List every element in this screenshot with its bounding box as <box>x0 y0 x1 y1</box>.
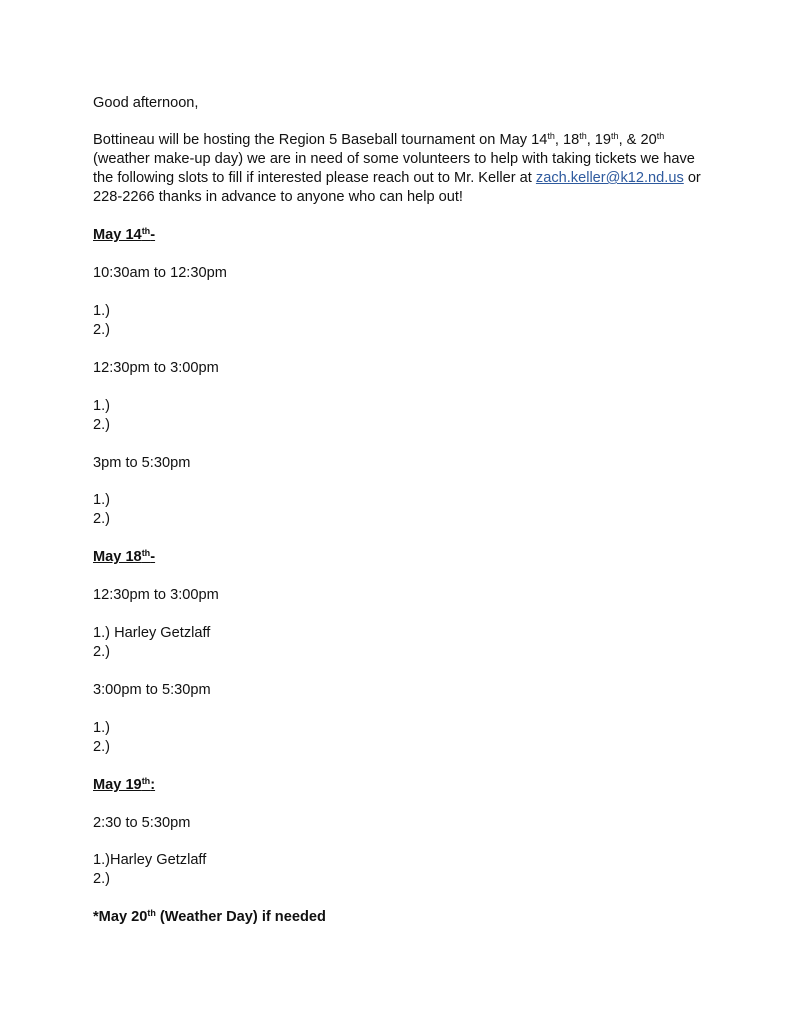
day-heading-text: May 19 <box>93 777 142 793</box>
ordinal-suffix: th <box>141 226 151 236</box>
email-link[interactable]: zach.keller@k12.nd.us <box>535 170 684 186</box>
ordinal-suffix: th <box>141 548 151 558</box>
ordinal-suffix: th <box>611 131 619 141</box>
volunteer-slot: 2.) <box>93 644 111 660</box>
day-heading-may-14 <box>93 226 155 245</box>
ordinal-suffix: th <box>579 131 587 141</box>
intro-line-4: 228-2266 thanks in advance to anyone who can help out! <box>93 189 463 205</box>
intro-text: the following slots to fill if interested please reach out to Mr. Keller at <box>93 170 536 186</box>
volunteer-slot: 1.) <box>93 720 111 736</box>
intro-text: Bottineau will be hosting the Region 5 Baseball tournament on May 14 <box>93 132 548 148</box>
day-heading-may-18 <box>93 548 155 567</box>
intro-text: or <box>683 170 701 186</box>
intro-text: , & 20 <box>618 132 657 148</box>
volunteer-slot: 2.) <box>93 417 111 433</box>
time-slot: 10:30am to 12:30pm <box>93 265 227 281</box>
weather-day-text: *May 20 <box>93 909 148 925</box>
volunteer-slot: 1.) <box>93 492 111 508</box>
intro-line-1 <box>93 131 664 150</box>
intro-line-2: (weather make-up day) we are in need of some volunteers to help with taking tickets we have <box>93 151 695 167</box>
day-heading-text: May 18 <box>93 549 142 565</box>
volunteer-slot: 1.) Harley Getzlaff <box>93 625 211 641</box>
ordinal-suffix: th <box>141 776 151 786</box>
greeting: Good afternoon, <box>93 95 199 111</box>
day-heading-punct: - <box>150 549 156 565</box>
ordinal-suffix: th <box>656 131 665 141</box>
volunteer-slot: 1.) <box>93 303 111 319</box>
time-slot: 2:30 to 5:30pm <box>93 815 191 831</box>
intro-text: , 19 <box>586 132 612 148</box>
time-slot: 3:00pm to 5:30pm <box>93 682 211 698</box>
time-slot: 3pm to 5:30pm <box>93 455 191 471</box>
day-heading-punct: - <box>150 227 156 243</box>
intro-line-3 <box>93 169 701 188</box>
volunteer-slot: 2.) <box>93 322 111 338</box>
ordinal-suffix: th <box>547 131 555 141</box>
time-slot: 12:30pm to 3:00pm <box>93 587 219 603</box>
day-heading-punct: : <box>150 777 156 793</box>
weather-day-text: (Weather Day) if needed <box>155 909 326 925</box>
volunteer-slot: 2.) <box>93 871 111 887</box>
volunteer-slot: 1.) <box>93 398 111 414</box>
intro-text: , 18 <box>554 132 580 148</box>
volunteer-slot: 2.) <box>93 511 111 527</box>
volunteer-slot: 2.) <box>93 739 111 755</box>
ordinal-suffix: th <box>147 908 156 918</box>
time-slot: 12:30pm to 3:00pm <box>93 360 219 376</box>
volunteer-slot: 1.)Harley Getzlaff <box>93 852 207 868</box>
day-heading-may-19 <box>93 776 155 795</box>
weather-day-note <box>93 908 326 927</box>
day-heading-text: May 14 <box>93 227 142 243</box>
